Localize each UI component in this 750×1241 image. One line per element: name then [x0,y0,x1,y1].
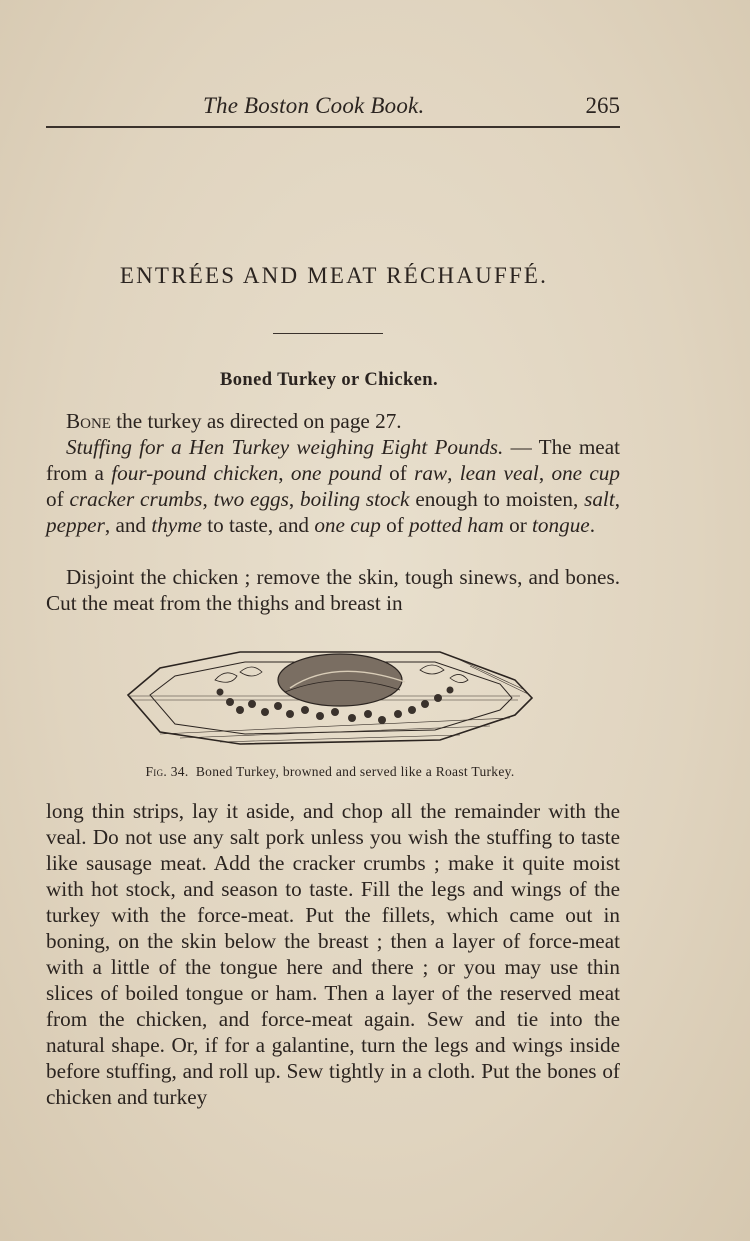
paragraph-text: the turkey as directed on page 27. [110,409,402,433]
running-head [46,90,620,128]
figure-caption [0,764,660,780]
paragraph-stuffing [46,434,620,538]
ingredient: raw [414,461,448,485]
text-run: , [278,461,291,485]
text-run: , and [104,513,152,537]
text-run: of [46,487,70,511]
ingredient: one pound [290,461,382,485]
ingredient: potted ham [409,513,504,537]
section-rule [273,333,383,334]
text-run: , [288,487,301,511]
ingredient: cracker crumbs [69,487,203,511]
chapter-title: ENTRÉES AND MEAT RÉCHAUFFÉ. [119,263,549,288]
ingredient: four-pound chicken [111,461,279,485]
text-run: to taste, and [201,513,315,537]
paragraph-bone [46,408,620,434]
running-head-title: The Boston Cook Book. [203,93,425,118]
text-run: , [447,461,460,485]
ingredient: one cup [551,461,620,485]
ingredient: boiling stock [300,487,410,511]
page-number: 265 [585,93,620,118]
text-run: of [380,513,410,537]
text-run: enough to moisten, [409,487,585,511]
text-run: — The meat from a [46,435,621,485]
paragraph-forcemeat: long thin strips, lay it aside, and chop all the remainder with the veal. Do not use any salt pork unless you wish the stuffing to taste like sausage meat. Add the cracker crumbs ; make it quite moist with hot stock, and season to taste. Fill the legs and wings of the turkey with the force-meat. Put the fillets, which came out in boning, on the skin below the breast ; then a layer of force-meat with a little of the tongue here and there ; or you may use thin slices of boiled tongue or ham. Then a layer of the reserved meat from the chicken, and force-meat again. Sew and tie into the natural shape. Or, if for a galantine, turn the legs and wings inside before stuffing, and roll up. Sew tightly in a cloth. Put the bones of chicken and turkey [46,799,620,1109]
text-run: . [589,513,596,537]
ingredient: one cup [314,513,381,537]
figure-label: Fig. 34. [145,764,189,779]
paragraph-disjoint: Disjoint the chicken ; remove the skin, tough sinews, and bones. Cut the meat from the thighs and breast in [46,565,620,615]
ingredient: tongue [532,513,590,537]
stuffing-heading: Stuffing for a Hen Turkey weighing Eight Pounds. [66,435,504,459]
boned-turkey-illustration [120,640,540,750]
text-run: , [614,487,621,511]
text-run: , [538,461,552,485]
ingredient: pepper [46,513,105,537]
text-run: , [202,487,214,511]
figure-caption-text: Boned Turkey, browned and served like a Roast Turkey. [195,764,515,779]
text-run: or [503,513,533,537]
ingredient: thyme [151,513,202,537]
ingredient: salt [584,487,615,511]
ingredient: two eggs [213,487,289,511]
recipe-title: Boned Turkey or Chicken. [220,370,438,390]
ingredient: lean veal [459,461,539,485]
paragraph-lead-word: Bone [66,409,111,433]
text-run: of [381,461,415,485]
